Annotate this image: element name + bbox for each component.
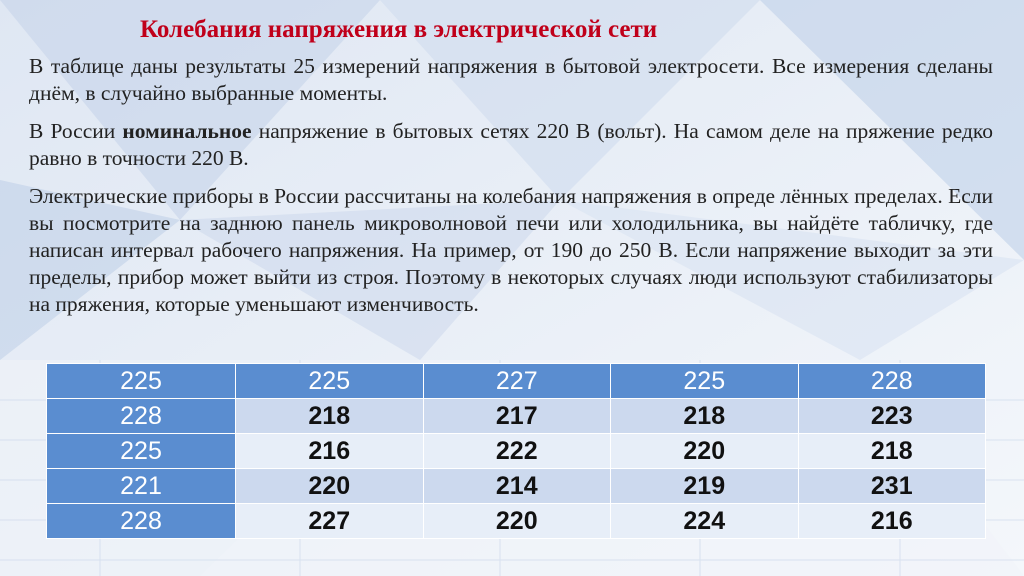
table-cell: 225: [47, 434, 236, 469]
table-cell: 225: [236, 364, 424, 399]
table-cell: 218: [611, 399, 799, 434]
table-cell: 227: [423, 364, 611, 399]
table-cell: 220: [423, 504, 611, 539]
table-row: [47, 504, 986, 539]
paragraph-nominal-voltage: [29, 118, 993, 172]
table-cell: 228: [47, 504, 236, 539]
table-cell: 225: [47, 364, 236, 399]
paragraph-nominal-voltage-start: В России: [29, 119, 123, 143]
paragraph-appliances: Электрические приборы в России рассчитаны на колебания напряжения в опреде лённых пределах. Если вы посмотрите на заднюю панель микроволновой печи или холодильника, вы найдёте табличку, где написан интервал рабочего напряжения. На пример, от 190 до 250 В. Если напряжение выходит за эти пределы, прибор может выйти из строя. Поэтому в некоторых случаях люди используют стабилизаторы на пряжения, которые уменьшают изменчивость.: [29, 184, 993, 316]
table-row: [47, 434, 986, 469]
table-cell: 227: [236, 504, 424, 539]
paragraph-measurements: В таблице даны результаты 25 измерений напряжения в бытовой электросети. Все измерения сделаны днём, в случайно выбранные моменты.: [29, 54, 993, 105]
table-cell: 222: [423, 434, 611, 469]
table-row: [47, 364, 986, 399]
table-cell: 218: [798, 434, 986, 469]
table-row: [47, 399, 986, 434]
slide-title: Колебания напряжения в электрической сети: [140, 16, 658, 43]
table-cell: 216: [798, 504, 986, 539]
table-cell: 228: [798, 364, 986, 399]
table-cell: 220: [236, 469, 424, 504]
table-cell: 219: [611, 469, 799, 504]
table-cell: 221: [47, 469, 236, 504]
table-cell: 225: [611, 364, 799, 399]
table-cell: 223: [798, 399, 986, 434]
table-row: [47, 469, 986, 504]
table-cell: 220: [611, 434, 799, 469]
paragraph-nominal-voltage-end: напряжение в бытовых сетях 220 В (вольт). На самом деле на пряжение редко равно в точности 220 В.: [29, 119, 993, 170]
table-cell: 214: [423, 469, 611, 504]
table-cell: 228: [47, 399, 236, 434]
table-cell: 231: [798, 469, 986, 504]
table-cell: 217: [423, 399, 611, 434]
table-cell: 224: [611, 504, 799, 539]
paragraph-nominal-voltage-bold: номинальное: [122, 119, 252, 143]
table-cell: 216: [236, 434, 424, 469]
voltage-table: [46, 363, 986, 539]
table-cell: 218: [236, 399, 424, 434]
